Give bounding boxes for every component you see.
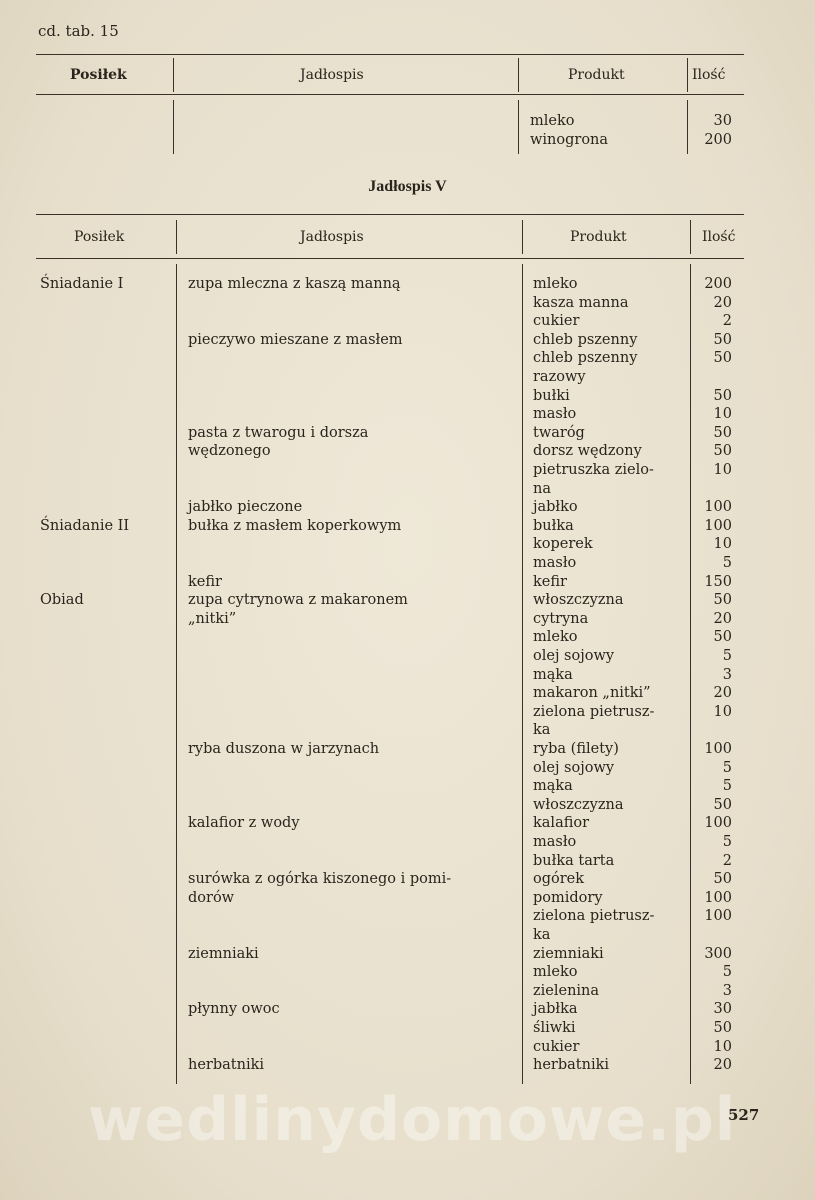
quantity-cell: 50 (713, 871, 732, 888)
quantity-cell: 50 (713, 629, 732, 646)
dish-cell: kalafior z wody (188, 815, 300, 832)
table-row (36, 349, 744, 368)
product-cell: mąka (533, 778, 573, 795)
product-cell: masło (533, 555, 577, 571)
product-cell: zielona pietrusz- (533, 703, 655, 720)
quantity-cell: 10 (713, 703, 732, 720)
table-row (36, 759, 744, 778)
table-top-rule (36, 214, 744, 215)
table-row (36, 833, 744, 852)
dish-cell: bułka z masłem koperkowym (188, 517, 402, 534)
meal-cell: Obiad (40, 592, 84, 609)
table-row (36, 517, 744, 536)
product-cell: razowy (533, 369, 586, 385)
dish-cell: pasta z twarogu i dorsza (188, 424, 369, 441)
product-cell: pietruszka zielo- (533, 462, 654, 478)
header-posilek: Posiłek (74, 229, 125, 245)
dish-cell: ziemniaki (188, 945, 259, 962)
quantity-cell: 3 (722, 666, 732, 683)
table-row (36, 573, 744, 592)
dish-cell: surówka z ogórka kiszonego i pomi- (188, 871, 452, 888)
product-cell: śliwki (533, 1020, 576, 1036)
product-cell: cukier (533, 313, 580, 330)
quantity-cell: 30 (713, 113, 732, 129)
product-cell: makaron „nitki” (533, 685, 651, 702)
table-row (36, 498, 744, 517)
product-cell: na (533, 480, 551, 497)
header-posilek: Posiłek (70, 67, 127, 83)
product-cell: mąka (533, 666, 573, 683)
table-row (36, 480, 744, 499)
product-cell: ka (533, 722, 551, 739)
quantity-cell: 100 (704, 815, 732, 832)
section-title: Jadłospis V (368, 178, 447, 195)
page-number: 527 (728, 1106, 760, 1124)
quantity-cell: 50 (713, 592, 732, 609)
product-cell: mleko (533, 276, 578, 292)
header-bottom-rule (36, 94, 744, 95)
header-jadlospis: Jadłospis (300, 229, 364, 245)
table-row (36, 963, 744, 982)
quantity-cell: 20 (713, 685, 732, 702)
table-row (36, 591, 744, 610)
product-cell: mleko (533, 964, 578, 981)
dish-cell: dorów (188, 889, 235, 906)
quantity-cell: 200 (704, 276, 732, 292)
table-row (36, 907, 744, 926)
product-cell: olej sojowy (533, 759, 615, 776)
meal-cell: Śniadanie I (40, 276, 124, 292)
product-cell: jabłko (533, 499, 578, 516)
quantity-cell: 20 (713, 1057, 732, 1074)
table-row (36, 331, 744, 350)
watermark: wedlinydomowe.pl (88, 1085, 737, 1155)
table-row (36, 889, 744, 908)
product-cell: mleko (530, 113, 575, 129)
quantity-cell: 10 (713, 536, 732, 553)
header-ilosc: Ilość (692, 67, 726, 83)
table-row (36, 666, 744, 685)
table-row (36, 814, 744, 833)
quantity-cell: 50 (713, 387, 732, 404)
table-row (36, 721, 744, 740)
dish-cell: herbatniki (188, 1057, 265, 1074)
column-divider (690, 220, 691, 254)
table-row (36, 368, 744, 387)
continuation-table (36, 54, 744, 164)
table-row (36, 703, 744, 722)
quantity-cell: 50 (713, 424, 732, 441)
product-cell: mleko (533, 629, 578, 646)
quantity-cell: 200 (704, 132, 732, 148)
product-cell: chleb pszenny (533, 331, 638, 348)
product-cell: kefir (533, 573, 567, 590)
product-cell: ogórek (533, 871, 585, 888)
quantity-cell: 50 (713, 331, 732, 348)
table-row (36, 1019, 744, 1038)
table-row (36, 1056, 744, 1075)
product-cell: zielenina (533, 982, 600, 999)
quantity-cell: 100 (704, 517, 732, 534)
menu-table (36, 214, 744, 1094)
product-cell: włoszczyzna (533, 796, 624, 813)
quantity-cell: 10 (713, 406, 732, 423)
table-row (36, 1038, 744, 1057)
column-divider (176, 220, 177, 254)
table-row (36, 424, 744, 443)
table-row (36, 1000, 744, 1019)
product-cell: dorsz wędzony (533, 443, 642, 460)
product-cell: bułka tarta (533, 852, 615, 869)
quantity-cell: 10 (713, 1038, 732, 1055)
column-divider (522, 220, 523, 254)
product-cell: włoszczyzna (533, 592, 624, 609)
product-cell: koperek (533, 536, 593, 553)
quantity-cell: 5 (722, 834, 732, 850)
quantity-cell: 20 (713, 610, 732, 627)
quantity-cell: 10 (713, 462, 732, 478)
table-row (36, 294, 744, 313)
quantity-cell: 5 (722, 555, 732, 571)
table-row (36, 740, 744, 759)
product-cell: herbatniki (533, 1057, 610, 1074)
quantity-cell: 50 (713, 350, 732, 367)
header-ilosc: Ilość (702, 229, 736, 245)
product-cell: kalafior (533, 815, 590, 832)
table-row (36, 777, 744, 796)
dish-cell: zupa mleczna z kaszą manną (188, 276, 401, 292)
dish-cell: kefir (188, 573, 222, 590)
table-row (36, 405, 744, 424)
product-cell: masło (533, 834, 577, 850)
quantity-cell: 50 (713, 1020, 732, 1036)
product-cell: winogrona (530, 132, 609, 148)
dish-cell: „nitki” (188, 610, 237, 627)
table-row (36, 610, 744, 629)
product-cell: cukier (533, 1038, 580, 1055)
header-bottom-rule (36, 258, 744, 259)
table-row (36, 461, 744, 480)
table-row (36, 852, 744, 871)
continuation-label: cd. tab. 15 (38, 22, 119, 40)
column-divider (518, 58, 519, 92)
product-cell: chleb pszenny (533, 350, 638, 367)
quantity-cell: 100 (704, 499, 732, 516)
quantity-cell: 30 (713, 1001, 732, 1018)
quantity-cell: 5 (722, 964, 732, 981)
product-cell: ka (533, 927, 551, 943)
dish-cell: zupa cytrynowa z makaronem (188, 592, 408, 609)
product-cell: cytryna (533, 610, 589, 627)
table-row (36, 112, 744, 131)
product-cell: bułki (533, 387, 570, 404)
product-cell: ziemniaki (533, 945, 604, 962)
product-cell: twaróg (533, 424, 585, 441)
quantity-cell: 5 (722, 778, 732, 795)
quantity-cell: 2 (722, 313, 732, 330)
table-header (36, 220, 744, 254)
table-top-rule (36, 54, 744, 55)
quantity-cell: 300 (704, 945, 732, 962)
header-produkt: Produkt (570, 229, 627, 245)
table-row (36, 945, 744, 964)
header-produkt: Produkt (568, 67, 625, 83)
column-divider (173, 58, 174, 92)
dish-cell: jabłko pieczone (188, 499, 303, 516)
product-cell: bułka (533, 517, 574, 534)
quantity-cell: 50 (713, 443, 732, 460)
table-row (36, 275, 744, 294)
table-row (36, 387, 744, 406)
dish-cell: wędzonego (188, 443, 271, 460)
quantity-cell: 100 (704, 741, 732, 757)
table-row (36, 982, 744, 1001)
quantity-cell: 50 (713, 796, 732, 813)
quantity-cell: 100 (704, 889, 732, 906)
product-cell: jabłka (533, 1001, 578, 1018)
quantity-cell: 2 (722, 852, 732, 869)
table-row (36, 870, 744, 889)
table-row (36, 442, 744, 461)
product-cell: kasza manna (533, 294, 629, 311)
column-divider (687, 58, 688, 92)
table-row (36, 926, 744, 945)
product-cell: zielona pietrusz- (533, 908, 655, 925)
table-row (36, 554, 744, 573)
table-row (36, 312, 744, 331)
quantity-cell: 20 (713, 294, 732, 311)
header-jadlospis: Jadłospis (300, 67, 364, 83)
product-cell: masło (533, 406, 577, 423)
dish-cell: ryba duszona w jarzynach (188, 741, 380, 757)
product-cell: ryba (filety) (533, 741, 619, 757)
table-row (36, 796, 744, 815)
table-row (36, 647, 744, 666)
dish-cell: pieczywo mieszane z masłem (188, 331, 403, 348)
table-row (36, 535, 744, 554)
quantity-cell: 150 (704, 573, 732, 590)
table-header (36, 58, 744, 92)
table-row (36, 628, 744, 647)
dish-cell: płynny owoc (188, 1001, 280, 1018)
meal-cell: Śniadanie II (40, 517, 130, 534)
quantity-cell: 5 (722, 759, 732, 776)
table-row (36, 131, 744, 150)
quantity-cell: 5 (722, 648, 732, 664)
product-cell: olej sojowy (533, 648, 615, 664)
quantity-cell: 3 (722, 982, 732, 999)
product-cell: pomidory (533, 889, 603, 906)
quantity-cell: 100 (704, 908, 732, 925)
table-row (36, 684, 744, 703)
